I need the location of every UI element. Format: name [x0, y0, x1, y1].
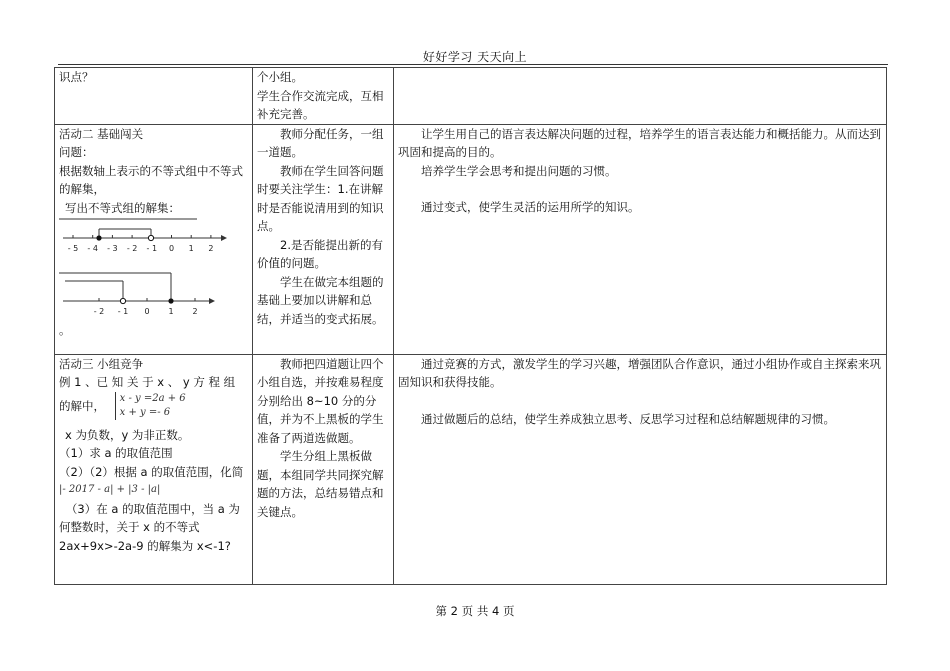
- cell-text: 通过变式，使学生灵活的运用所学的知识。: [421, 200, 640, 214]
- closed-dot: [96, 235, 101, 240]
- header-rule: [58, 64, 888, 65]
- system-brace: [115, 392, 186, 420]
- cell-text: 个小组。: [257, 70, 303, 84]
- equation-1: x - y =2a + 6: [119, 392, 186, 404]
- activity-title: 活动三 小组竞争: [59, 356, 144, 371]
- table-row: [55, 68, 887, 125]
- table-row: [55, 124, 887, 354]
- axis-tick-label: - 5: [67, 244, 79, 253]
- question-1: （1）求 a 的取值范围: [59, 446, 173, 460]
- question-label: 问题：: [59, 145, 94, 159]
- axis-tick-label: 1: [188, 244, 194, 253]
- cell-text: 2.是否能提出新的有价值的问题。: [257, 237, 383, 270]
- cell-text: 学生合作交流完成，互相补充完善。: [257, 88, 384, 121]
- open-dot: [120, 298, 125, 303]
- cell-text: 教师把四道题让四个小组自选，并按难易程度分别给出 8~10 分的分值，并为不上黑板的学生准备了两道选做题。: [257, 356, 384, 445]
- intent-cell: [394, 68, 887, 125]
- activity-cell: [55, 354, 253, 584]
- intent-cell: [394, 124, 887, 354]
- cell-text: 通过做题后的总结，使学生养成独立思考、反思学习过程和总结解题规律的习惯。: [421, 411, 835, 426]
- axis-tick-label: - 3: [107, 244, 118, 253]
- cell-text: 教师在学生回答问题时要关注学生：1.在讲解时是否能说清用到的知识点。: [257, 163, 384, 233]
- end-mark: 。: [59, 323, 71, 337]
- solution-label: 的解中，: [59, 398, 105, 413]
- question-2: （2）（2）根据 a 的取值范围，化简: [59, 464, 244, 479]
- axis-tick-label: 2: [192, 307, 198, 316]
- cell-text: 教师分配任务，一组一道题。: [257, 126, 384, 159]
- activity-title: 活动二 基础闯关: [59, 126, 144, 141]
- axis-tick-label: 0: [144, 307, 150, 316]
- number-line-2: [59, 263, 229, 321]
- lesson-plan-table: [54, 67, 887, 585]
- cell-text: 通过竞赛的方式，激发学生的学习兴趣，增强团队合作意识，通过小组协作或自主探索来巩固知识和获得技能。: [398, 356, 881, 389]
- axis-tick-label: - 4: [87, 244, 98, 253]
- cell-text: 让学生用自己的语言表达解决问题的过程，培养学生的语言表达能力和概括能力。从而达到巩固和提高的目的。: [398, 126, 881, 159]
- table-row: [55, 354, 887, 584]
- cell-text: 学生分组上黑板做题，本组同学共同探究解题的方法，总结易错点和关键点。: [257, 449, 384, 519]
- question-3: （3）在 a 的取值范围中，当 a 为何整数时，关于 x 的不等式 2ax+9x>-2a-9 的解集为 x<-1?: [59, 501, 240, 553]
- activity-cell: [55, 124, 253, 354]
- cell-text: 培养学生学会思考和提出问题的习惯。: [421, 163, 617, 178]
- activity-cell: [55, 68, 253, 125]
- number-line-1: [59, 217, 229, 257]
- cell-text: 识点？: [59, 70, 94, 84]
- question-prompt: 写出不等式组的解集：: [65, 200, 180, 215]
- page-header: 好好学习 天天向上: [422, 50, 528, 64]
- equation-2: x + y =- 6: [119, 406, 171, 418]
- axis-tick-label: 1: [168, 307, 174, 316]
- axis-tick-label: - 1: [117, 307, 129, 316]
- question-text: 根据数轴上表示的不等式组中不等式的解集，: [59, 163, 243, 196]
- axis-tick-label: - 2: [93, 307, 105, 316]
- condition-text: x 为负数，y 为非正数。: [65, 427, 190, 442]
- equation-system: [59, 392, 248, 420]
- axis-tick-label: - 2: [126, 244, 138, 253]
- teacher-student-cell: [253, 124, 394, 354]
- axis-tick-label: - 1: [146, 244, 158, 253]
- page-footer: 第 2 页 共 4 页: [435, 604, 515, 618]
- open-dot: [148, 235, 153, 240]
- axis-tick-label: 2: [208, 244, 214, 253]
- teacher-student-cell: [253, 68, 394, 125]
- example-text: 例 1 、已 知 关 于 x 、 y 方 程 组: [59, 375, 236, 389]
- intent-cell: [394, 354, 887, 584]
- cell-text: 学生在做完本组题的基础上要加以讲解和总结，并适当的变式拓展。: [257, 274, 384, 326]
- teacher-student-cell: [253, 354, 394, 584]
- closed-dot: [168, 298, 173, 303]
- axis-tick-label: 0: [168, 244, 175, 253]
- abs-expression: |- 2017 - a| + |3 - |a|: [59, 484, 161, 495]
